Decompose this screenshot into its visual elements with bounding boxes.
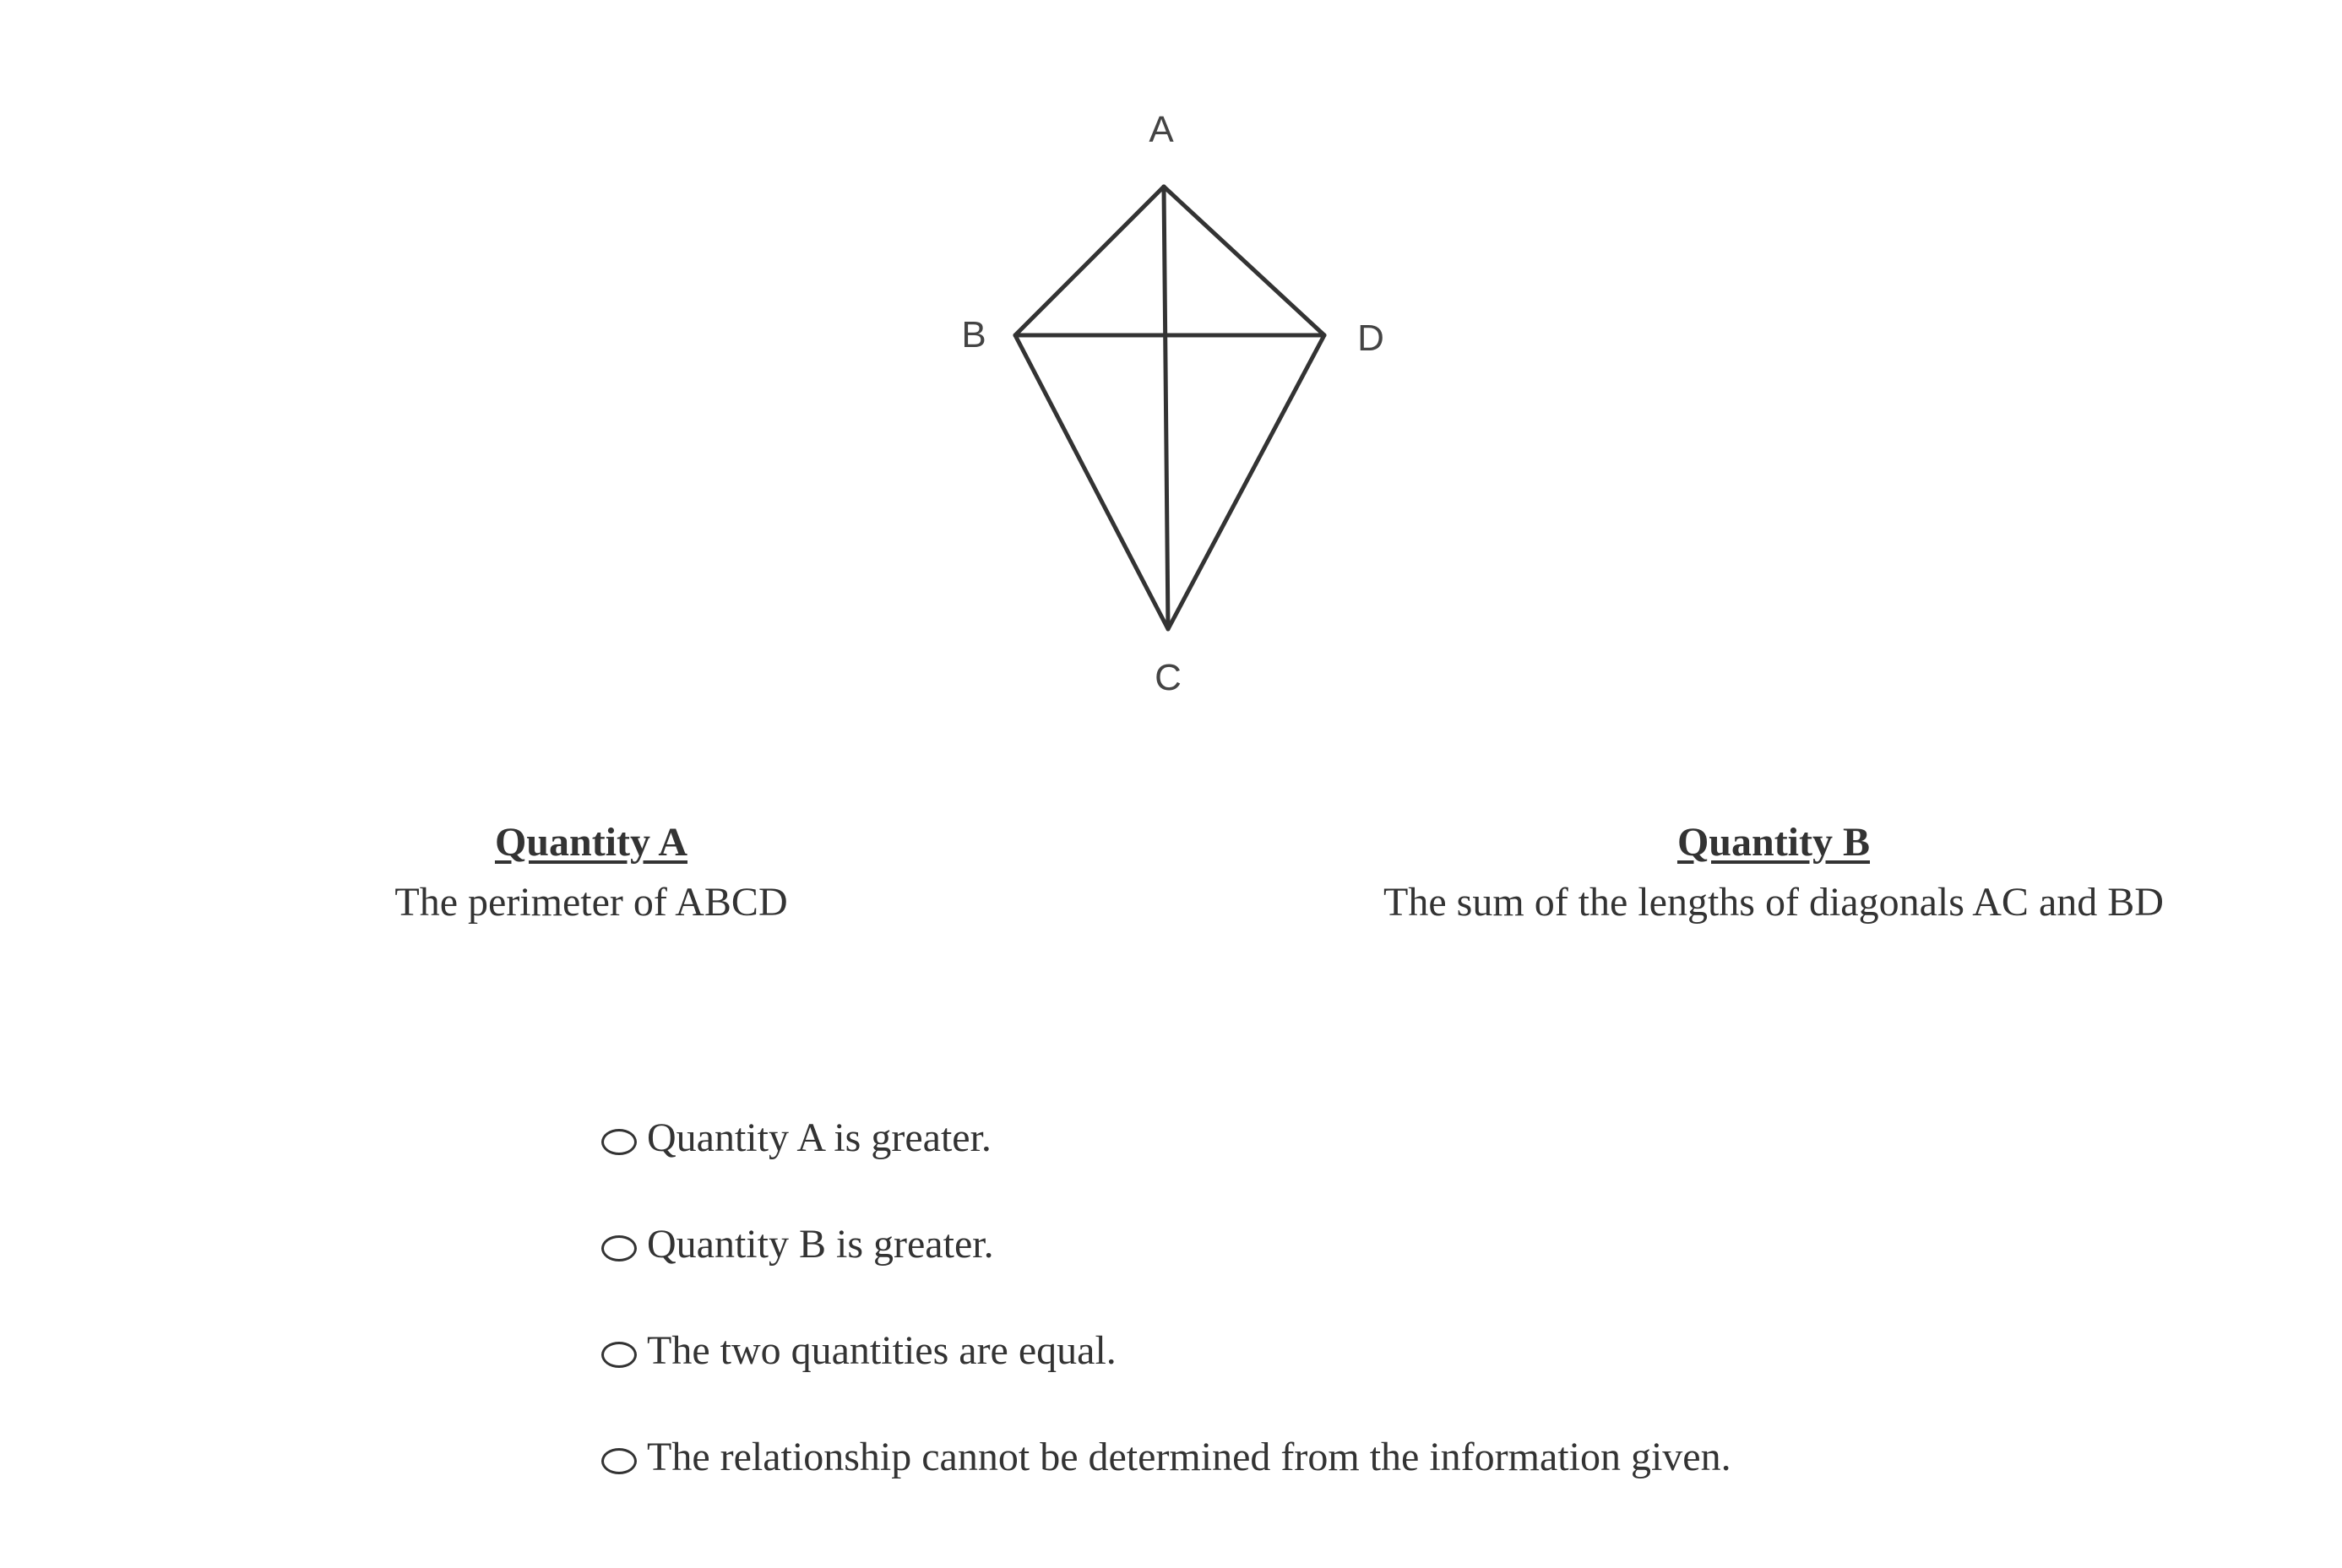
choice-label: Quantity B is greater. bbox=[647, 1222, 994, 1267]
radio-button[interactable] bbox=[601, 1235, 637, 1261]
quantity-a-column bbox=[253, 817, 929, 928]
radio-button[interactable] bbox=[601, 1129, 637, 1155]
radio-button[interactable] bbox=[601, 1342, 637, 1368]
quantity-a-text: The perimeter of ABCD bbox=[394, 880, 788, 925]
vertex-label-a: A bbox=[1149, 109, 1174, 150]
quantity-b-text: The sum of the lengths of diagonals AC and BD bbox=[1383, 880, 2164, 925]
choice-label: Quantity A is greater. bbox=[647, 1115, 992, 1160]
vertex-label-d: D bbox=[1357, 317, 1384, 359]
quantity-b-column bbox=[1267, 817, 2280, 928]
radio-button[interactable] bbox=[601, 1448, 637, 1474]
choice-label: The two quantities are equal. bbox=[647, 1328, 1117, 1373]
answer-choice-b[interactable] bbox=[601, 1219, 1868, 1270]
quantity-a-heading: Quantity A bbox=[494, 820, 688, 865]
answer-choices bbox=[601, 1113, 1868, 1538]
vertex-label-c: C bbox=[1155, 657, 1182, 698]
answer-choice-a[interactable] bbox=[601, 1113, 1868, 1164]
quantity-b-heading: Quantity B bbox=[1676, 820, 1871, 865]
choice-label: The relationship cannot be determined from the information given. bbox=[647, 1435, 1731, 1479]
answer-choice-d[interactable] bbox=[601, 1432, 1868, 1483]
side-bc bbox=[1015, 335, 1168, 629]
vertex-label-b: B bbox=[961, 314, 986, 355]
side-dc bbox=[1168, 335, 1324, 629]
side-ad bbox=[1164, 187, 1324, 335]
answer-choice-c[interactable] bbox=[601, 1326, 1868, 1376]
side-ab bbox=[1015, 187, 1164, 335]
diagonal-ac bbox=[1164, 187, 1168, 629]
kite-diagram bbox=[0, 0, 2342, 743]
